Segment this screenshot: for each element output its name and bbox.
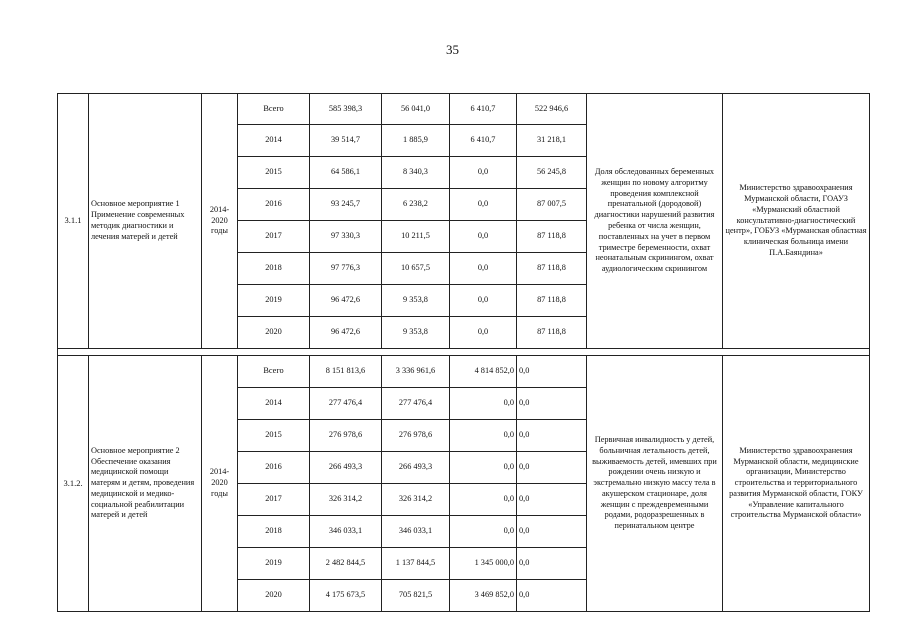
total-cell: 39 514,7 [310,125,382,157]
federal-cell: 8 340,3 [382,157,450,189]
federal-cell: 326 314,2 [382,484,450,516]
section-period: 2014-2020 годы [202,94,238,349]
regional-cell: 0,0 [450,516,517,548]
federal-cell: 9 353,8 [382,285,450,317]
federal-cell: 277 476,4 [382,388,450,420]
other-cell: 56 245,8 [517,157,587,189]
section-title: Основное мероприятие 1 Применение современных методик диагностики и лечения матерей и детей [89,94,202,349]
separator-cell [58,349,870,356]
year-cell: 2018 [238,516,310,548]
total-cell: 277 476,4 [310,388,382,420]
year-cell: 2015 [238,420,310,452]
separator-row [58,349,870,356]
regional-cell: 0,0 [450,285,517,317]
section-3-1-2 [58,356,870,612]
federal-cell: 346 033,1 [382,516,450,548]
year-cell: 2019 [238,285,310,317]
total-cell: 346 033,1 [310,516,382,548]
table-row [58,94,870,125]
total-cell: 97 330,3 [310,221,382,253]
regional-cell: 0,0 [450,317,517,349]
total-cell: 4 175 673,5 [310,580,382,612]
federal-cell: 10 657,5 [382,253,450,285]
other-cell: 87 118,8 [517,317,587,349]
other-cell: 87 118,8 [517,285,587,317]
federal-cell: 10 211,5 [382,221,450,253]
year-cell: 2016 [238,452,310,484]
regional-cell: 0,0 [450,157,517,189]
other-cell: 0,0 [517,356,587,388]
regional-cell: 0,0 [450,452,517,484]
other-cell: 0,0 [517,580,587,612]
year-cell: 2018 [238,253,310,285]
federal-cell: 3 336 961,6 [382,356,450,388]
federal-cell: 56 041,0 [382,94,450,125]
regional-cell: 0,0 [450,388,517,420]
section-separator [58,349,870,356]
federal-cell: 705 821,5 [382,580,450,612]
federal-cell: 276 978,6 [382,420,450,452]
regional-cell: 0,0 [450,420,517,452]
year-cell: 2015 [238,157,310,189]
year-cell: 2017 [238,484,310,516]
year-cell: 2020 [238,580,310,612]
regional-cell: 3 469 852,0 [450,580,517,612]
year-cell: 2020 [238,317,310,349]
total-cell: 8 151 813,6 [310,356,382,388]
section-number: 3.1.2. [58,356,89,612]
regional-cell: 0,0 [450,253,517,285]
section-title: Основное мероприятие 2 Обеспечение оказания медицинской помощи матерям и детям, проведения медицинской и медико-социальной реабилитации матерей и детей [89,356,202,612]
section-period: 2014-2020 годы [202,356,238,612]
other-cell: 0,0 [517,388,587,420]
executor-text: Министерство здравоохранения Мурманской области, ГОАУЗ «Мурманский областной консультативно-диагностический центр», ГОБУЗ «Мурманская областная клиническая больница имени П.А.Баяндина» [723,94,870,349]
section-3-1-1 [58,94,870,349]
other-cell: 0,0 [517,452,587,484]
year-cell: 2019 [238,548,310,580]
year-cell: 2016 [238,189,310,221]
total-cell: 96 472,6 [310,317,382,349]
total-cell: 266 493,3 [310,452,382,484]
year-cell: Всего [238,94,310,125]
regional-cell: 0,0 [450,189,517,221]
program-budget-table [57,93,870,612]
total-cell: 93 245,7 [310,189,382,221]
table-row [58,356,870,388]
other-cell: 0,0 [517,484,587,516]
year-cell: 2017 [238,221,310,253]
total-cell: 96 472,6 [310,285,382,317]
executor-text: Министерство здравоохранения Мурманской области, медицинские организации, Министерство строительства и территориального развития Мурманской области, ГОКУ «Управление капитального строительства Мурманской области» [723,356,870,612]
page-number: 35 [446,42,459,57]
total-cell: 326 314,2 [310,484,382,516]
regional-cell: 4 814 852,0 [450,356,517,388]
federal-cell: 1 885,9 [382,125,450,157]
total-cell: 97 776,3 [310,253,382,285]
section-number: 3.1.1 [58,94,89,349]
indicator-text: Первичная инвалидность у детей, больничная летальность детей, выживаемость детей, имевших при рождении очень низкую и экстремально низкую массу тела в акушерском стационаре, доля женщин с преждевременными родами, родоразрешенных в перинатальном центре [587,356,723,612]
other-cell: 0,0 [517,420,587,452]
regional-cell: 6 410,7 [450,94,517,125]
regional-cell: 1 345 000,0 [450,548,517,580]
federal-cell: 1 137 844,5 [382,548,450,580]
other-cell: 0,0 [517,548,587,580]
regional-cell: 0,0 [450,221,517,253]
total-cell: 276 978,6 [310,420,382,452]
other-cell: 87 007,5 [517,189,587,221]
other-cell: 522 946,6 [517,94,587,125]
year-cell: Всего [238,356,310,388]
total-cell: 585 398,3 [310,94,382,125]
other-cell: 87 118,8 [517,221,587,253]
regional-cell: 0,0 [450,484,517,516]
other-cell: 0,0 [517,516,587,548]
federal-cell: 6 238,2 [382,189,450,221]
federal-cell: 266 493,3 [382,452,450,484]
federal-cell: 9 353,8 [382,317,450,349]
year-cell: 2014 [238,125,310,157]
regional-cell: 6 410,7 [450,125,517,157]
year-cell: 2014 [238,388,310,420]
total-cell: 2 482 844,5 [310,548,382,580]
other-cell: 31 218,1 [517,125,587,157]
indicator-text: Доля обследованных беременных женщин по новому алгоритму проведения комплексной пренатальной (дородовой) диагностики нарушений развития ребенка от числа женщин, поставленных на учет в первом триместре беременности, охват неонатальным скринингом, охват аудиологическим скринингом [587,94,723,349]
other-cell: 87 118,8 [517,253,587,285]
total-cell: 64 586,1 [310,157,382,189]
